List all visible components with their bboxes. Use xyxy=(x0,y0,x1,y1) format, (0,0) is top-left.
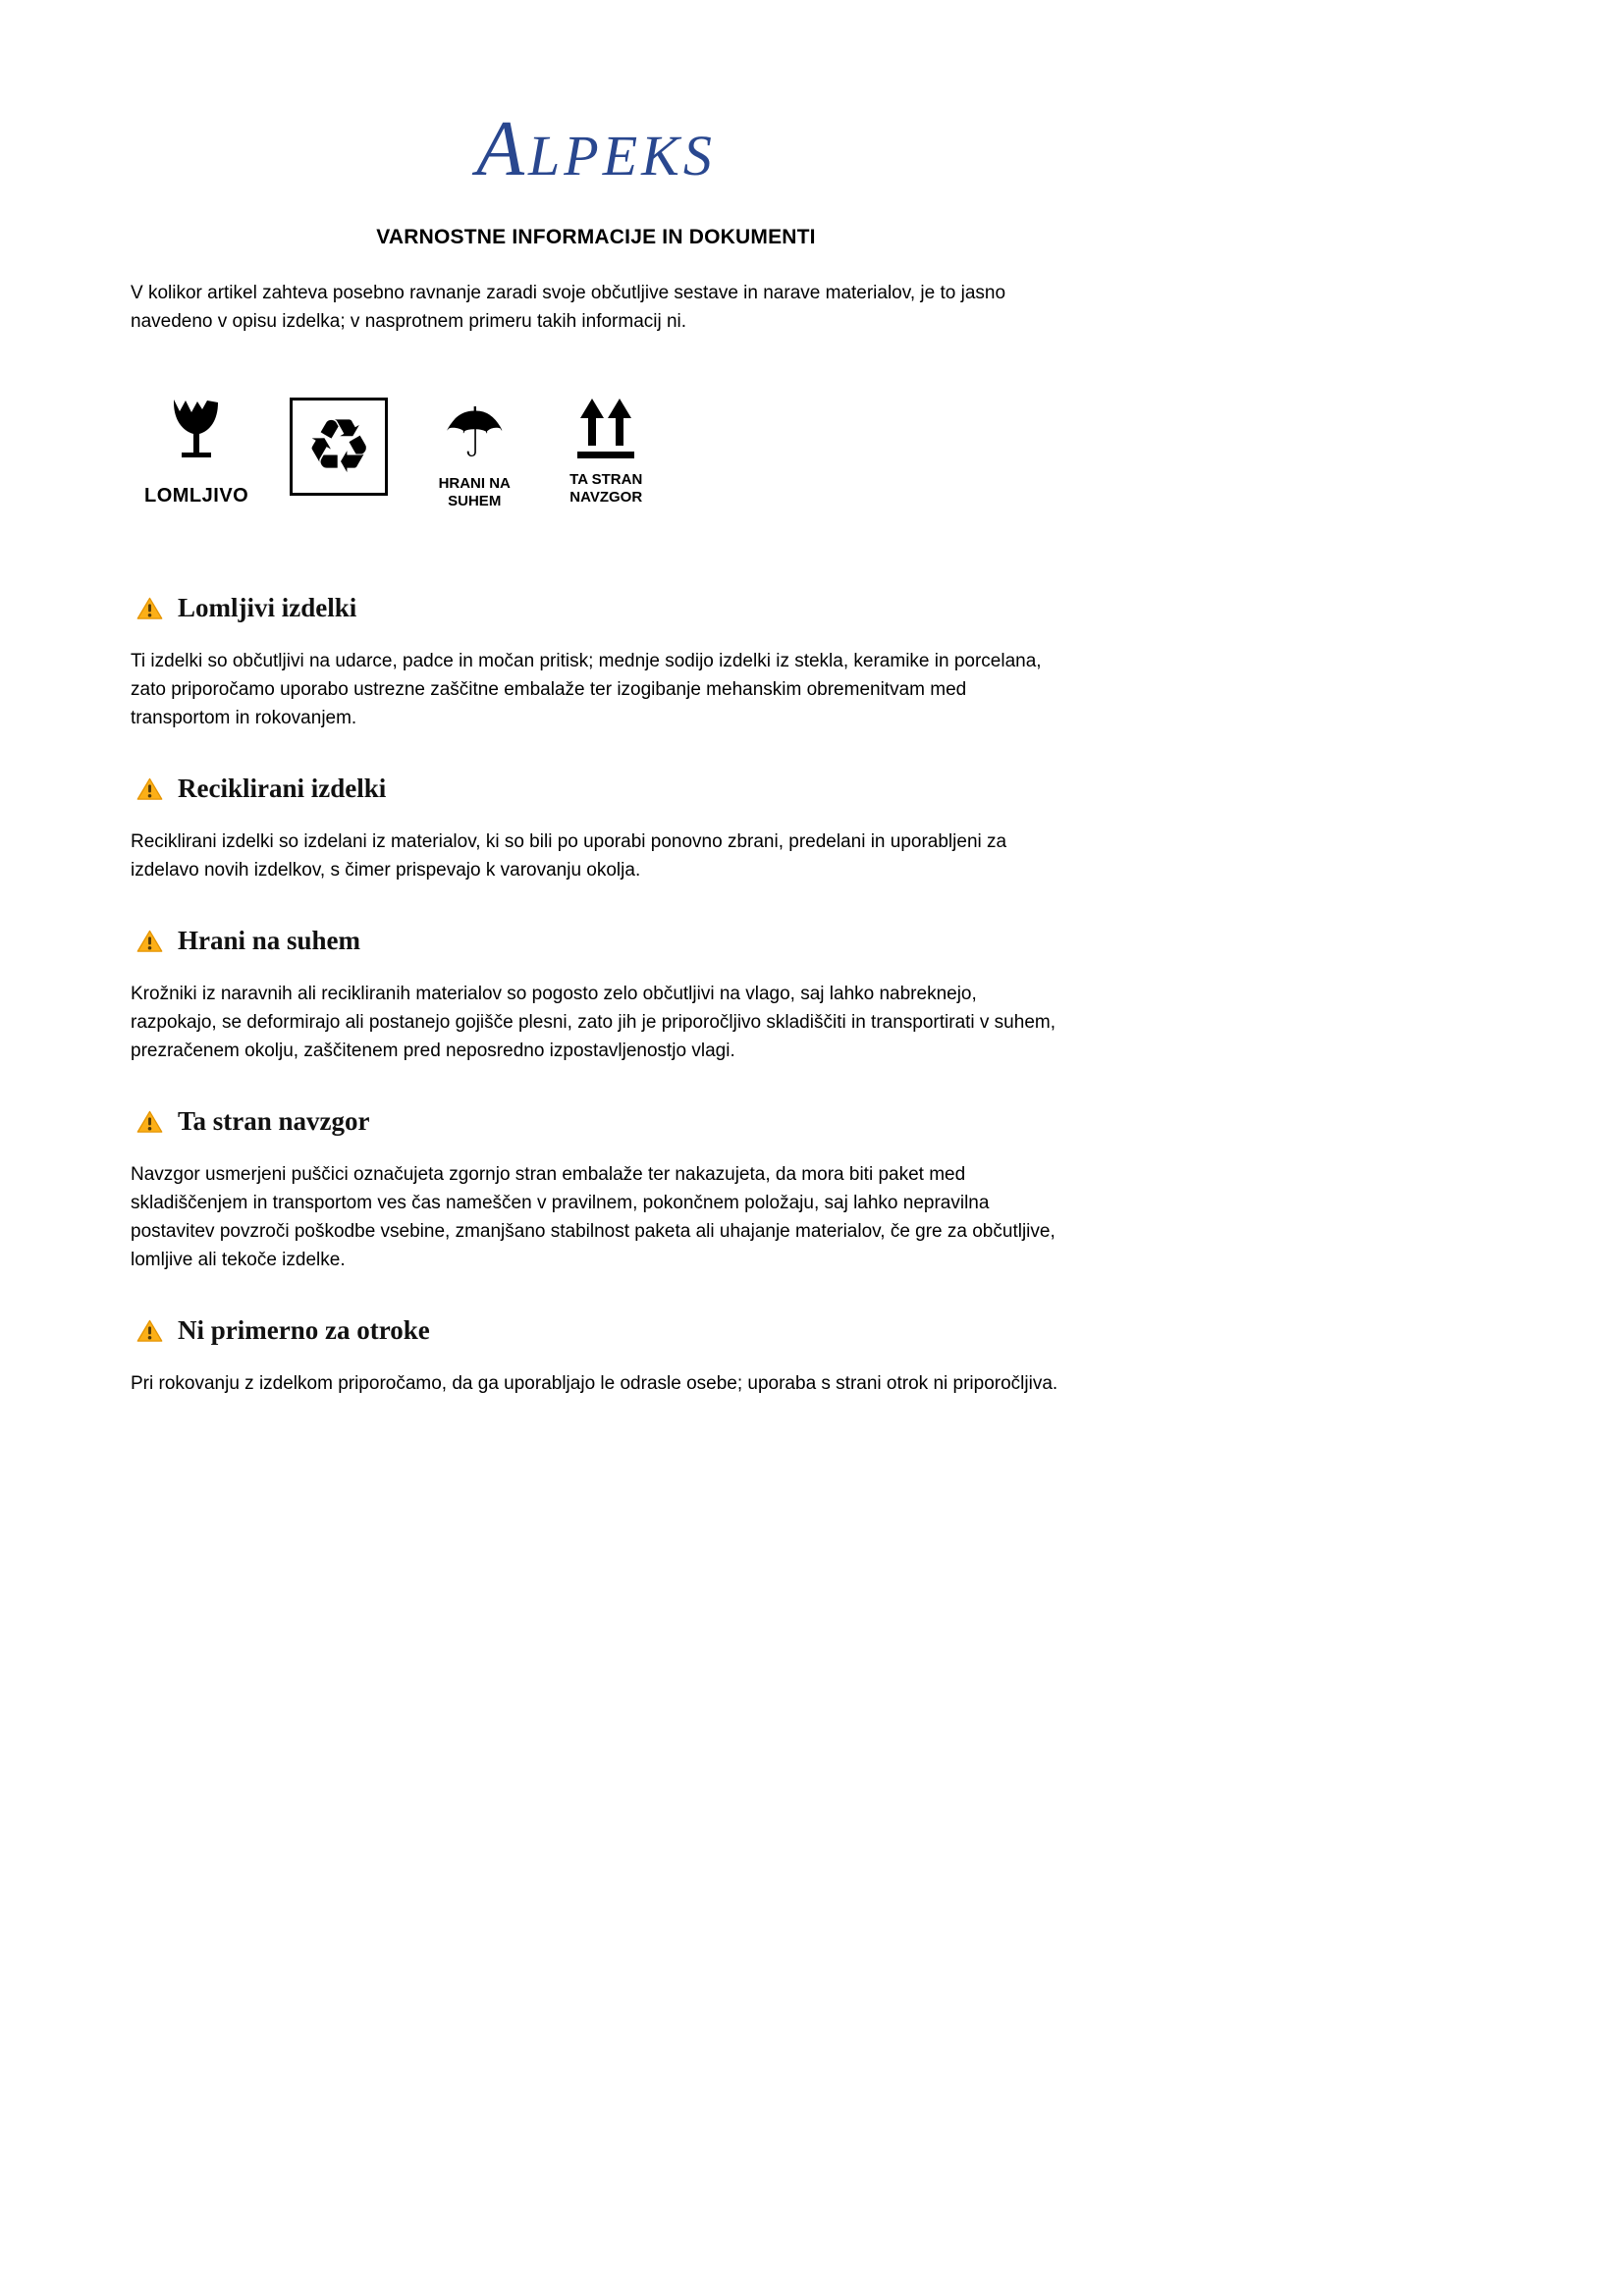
section-this-side-up xyxy=(131,1106,1061,1274)
this-side-up-icon xyxy=(575,397,636,463)
warning-triangle-icon xyxy=(136,596,163,621)
symbol-fragile xyxy=(144,397,248,507)
keep-dry-label: HRANI NA SUHEM xyxy=(438,475,511,509)
warning-triangle-icon xyxy=(136,776,163,802)
section-heading-text: Lomljivi izdelki xyxy=(178,593,357,622)
section-heading-text: Reciklirani izdelki xyxy=(178,774,387,803)
warning-triangle-icon xyxy=(136,929,163,954)
section-heading-text: Hrani na suhem xyxy=(178,926,361,955)
recycle-icon xyxy=(290,398,388,496)
symbol-recyclable xyxy=(290,397,388,496)
alpeks-logo: ALPEKS xyxy=(476,106,716,192)
packaging-symbols-row xyxy=(144,393,1061,510)
section-keep-dry xyxy=(131,926,1061,1065)
symbol-this-side-up xyxy=(561,397,651,507)
section-paragraph: Navzgor usmerjeni puščici označujeta zgornjo stran embalaže ter nakazujeta, da mora biti paket med skladiščenjem in transportom ves čas nameščen v pravilnem, pokončnem položaju, saj lahko nepravilna postavitev povzroči poškodbe vsebine, zmanjšano stabilnost paketa ali uhajanje materialov, če gre za občutljive, lomljive ali tekoče izdelke. xyxy=(131,1164,1056,1270)
recycle-glyph: ♻ xyxy=(305,402,373,490)
section-paragraph: Krožniki iz naravnih ali recikliranih materialov so pogosto zelo občutljivi na vlago, saj lahko nabreknejo, razpokajo, se deformirajo ali postanejo gojišče plesni, zato jih je priporočljivo skladiščiti in transportirati v suhem, prezračenem okolju, zaščitenem pred neposredno izpostavljenostjo vlagi. xyxy=(131,984,1056,1061)
section-recycled-products xyxy=(131,774,1061,884)
page-title: VARNOSTNE INFORMACIJE IN DOKUMENTI xyxy=(376,226,816,248)
section-heading-text: Ni primerno za otroke xyxy=(178,1315,430,1345)
warning-triangle-icon xyxy=(136,1318,163,1344)
symbol-keep-dry xyxy=(429,393,519,510)
section-heading-row xyxy=(136,593,1061,623)
logo-container xyxy=(131,106,1061,192)
fragile-glass-icon xyxy=(167,397,226,473)
warning-triangle-icon xyxy=(136,1109,163,1135)
section-heading-row xyxy=(136,774,1061,804)
section-heading-row xyxy=(136,1106,1061,1137)
document-content xyxy=(131,0,1061,1398)
umbrella-icon: ☂ xyxy=(443,393,506,473)
section-not-for-children xyxy=(131,1315,1061,1398)
this-side-up-label: TA STRAN NAVZGOR xyxy=(569,471,643,506)
section-fragile-products xyxy=(131,593,1061,732)
section-heading-row xyxy=(136,926,1061,956)
section-paragraph: Pri rokovanju z izdelkom priporočamo, da ga uporabljajo le odrasle osebe; uporaba s strani otrok ni priporočljiva. xyxy=(131,1373,1058,1394)
section-heading-row xyxy=(136,1315,1061,1346)
section-paragraph: Reciklirani izdelki so izdelani iz materialov, ki so bili po uporabi ponovno zbrani, predelani in uporabljeni za izdelavo novih izdelkov, s čimer prispevajo k varovanju okolja. xyxy=(131,831,1007,881)
section-heading-text: Ta stran navzgor xyxy=(178,1106,370,1136)
fragile-label: LOMLJIVO xyxy=(144,485,249,507)
section-paragraph: Ti izdelki so občutljivi na udarce, padce in močan pritisk; mednje sodijo izdelki iz stekla, keramike in porcelana, zato priporočamo uporabo ustrezne zaščitne embalaže ter izogibanje mehanskim obremenitvam med transportom in rokovanjem. xyxy=(131,651,1042,728)
intro-paragraph: V kolikor artikel zahteva posebno ravnanje zaradi svoje občutljive sestave in narave materialov, je to jasno navedeno v opisu izdelka; v nasprotnem primeru takih informacij ni. xyxy=(131,283,1006,332)
